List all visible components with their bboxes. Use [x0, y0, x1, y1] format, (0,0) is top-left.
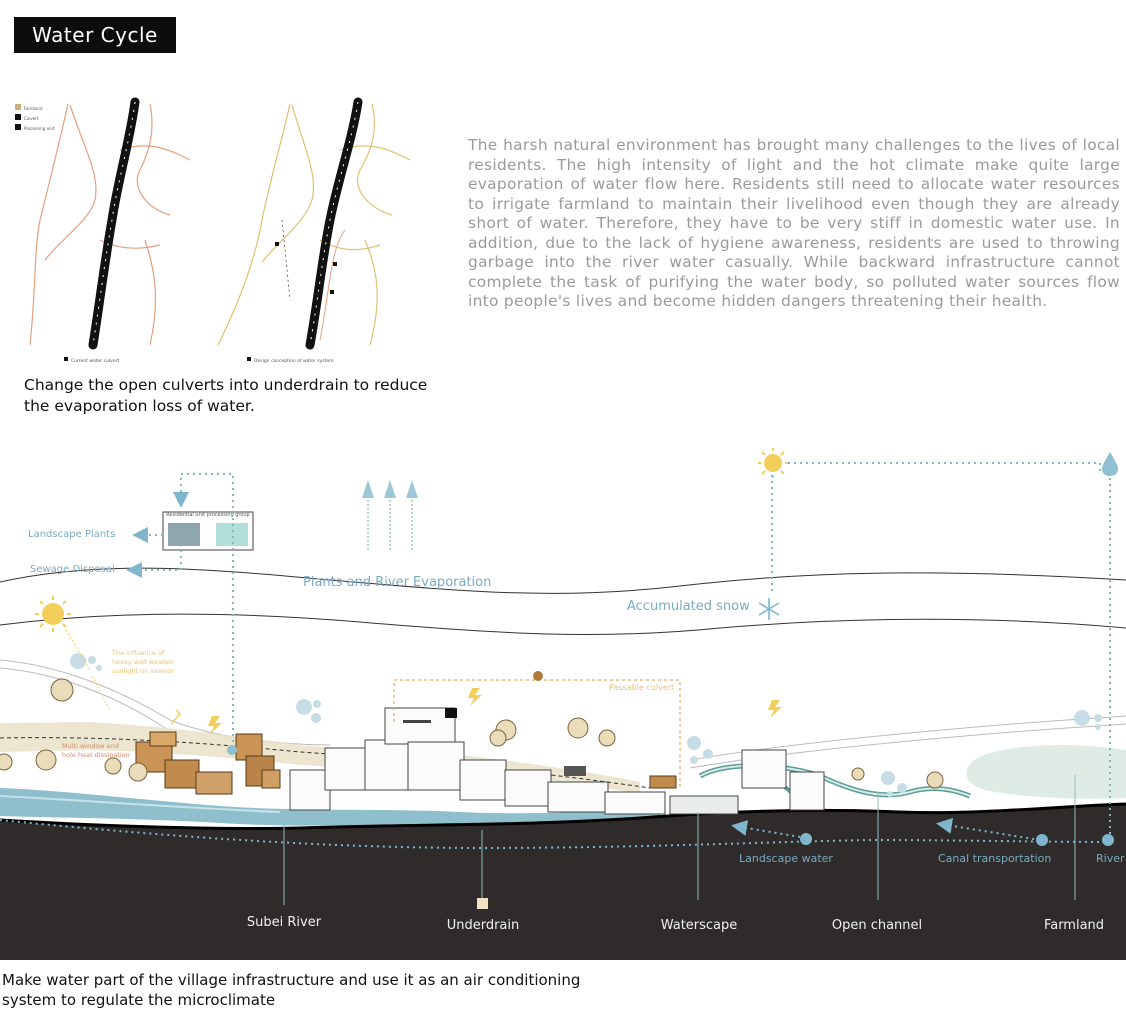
label-canal-transportation: Canal transportation	[938, 852, 1052, 865]
landscape-water-node	[800, 833, 812, 845]
underdrain-marker	[477, 898, 488, 909]
page-title: Water Cycle	[14, 17, 176, 53]
legend-swatch-culvert	[15, 114, 21, 120]
section-caption: Make water part of the village infrastructure and use it as an air conditioning system to regulate the microclimate	[2, 971, 581, 1009]
label-accumulated-snow: Accumulated snow	[627, 599, 750, 614]
legend-swatch-unit	[15, 124, 21, 130]
heat-bolt-icon	[171, 688, 782, 734]
label-farmland: Farmland	[1043, 918, 1105, 933]
water-drop-icon	[1102, 452, 1118, 476]
walker-icon	[533, 671, 543, 681]
canal-node	[1036, 834, 1048, 846]
map-current-caption: Current water culvert	[71, 359, 120, 364]
maps-caption: Change the open culverts into underdrain to reduce the evaporation loss of water.	[24, 376, 428, 415]
river-node	[1102, 834, 1114, 846]
label-landscape-plants: Landscape Plants	[28, 529, 116, 540]
legend-label-culvert: Culvert	[24, 116, 39, 121]
note-multi-window-2: hole heat dissipation	[62, 751, 130, 759]
label-open-channel: Open channel	[831, 918, 923, 933]
map-design	[218, 102, 410, 364]
legend-label-unit: Processing unit	[24, 126, 55, 131]
note-heavy-wall-3: sunlight on interior	[112, 667, 174, 675]
processing-group	[163, 512, 253, 550]
label-subei-river: Subei River	[246, 915, 322, 930]
processing-group-title: Residential unit processing group	[166, 512, 250, 518]
label-underdrain: Underdrain	[446, 918, 520, 933]
label-sewage-disposal: Sewage Disposal	[30, 564, 115, 575]
buildings-white	[290, 708, 824, 814]
snowflake-icon	[759, 598, 779, 620]
label-plants-river-evaporation: Plants and River Evaporation	[303, 575, 492, 590]
legend-label-farmland: Farmland	[24, 106, 43, 111]
map-design-caption: Design conception of water system	[254, 359, 334, 364]
note-heavy-wall-1: The influence of	[112, 649, 165, 657]
note-heavy-wall-2: heavy wall weaken	[112, 658, 174, 666]
intro-paragraph: The harsh natural environment has brought many challenges to the lives of local residents. The high intensity of light and the hot climate make quite large evaporation of water flow here. Residents still need to allocate water resources to irrigate farmland to maintain their livelihood even though they are already short of water. Therefore, they have to be very stiff in domestic water use. In addition, due to the lack of hygiene awareness, residents are used to throwing garbage into the river water casually. While backward infrastructure cannot complete the task of purifying the water body, so polluted water sources flow into people's lives and become hidden dangers threatening their health.	[468, 136, 1120, 310]
label-landscape-water: Landscape water	[739, 852, 833, 865]
label-passable-culvert: Passable culvert	[609, 683, 675, 692]
sun-icon	[758, 448, 788, 478]
note-multi-window-1: Multi window and	[62, 742, 119, 750]
label-waterscape: Waterscape	[660, 918, 738, 933]
legend-swatch-farmland	[15, 104, 21, 110]
sun-icon	[35, 596, 71, 632]
map-legend	[15, 104, 55, 131]
map-current	[30, 102, 190, 364]
evaporation-arrows	[362, 480, 418, 550]
label-river: River	[1096, 852, 1125, 865]
